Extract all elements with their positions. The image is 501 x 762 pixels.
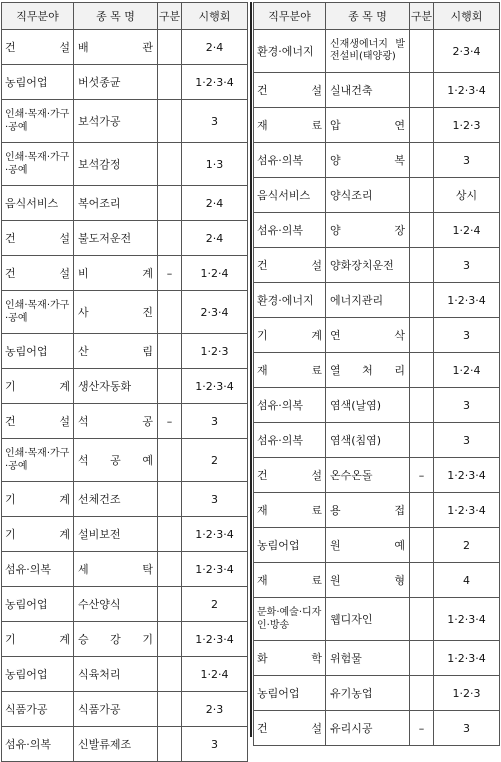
frequency-cell: 3	[434, 248, 500, 283]
job-table-left	[1, 2, 248, 762]
division-cell	[158, 552, 182, 587]
item-cell: 신발류제조	[74, 727, 158, 762]
item-cell: 석 공 예	[74, 439, 158, 482]
table-row	[2, 100, 248, 143]
field-cell: 식품가공	[2, 692, 74, 727]
field-cell: 농림어업	[2, 657, 74, 692]
field-cell: 섬유·의복	[254, 423, 326, 458]
table-row	[254, 388, 500, 423]
division-cell	[158, 334, 182, 369]
header-division: 구분	[410, 3, 434, 30]
item-cell: 유리시공	[326, 711, 410, 746]
item-cell: 원 형	[326, 563, 410, 598]
table-row	[254, 108, 500, 143]
frequency-cell: 2·3	[182, 692, 248, 727]
frequency-cell: 상시	[434, 178, 500, 213]
item-cell: 보석감정	[74, 143, 158, 186]
table-row	[254, 73, 500, 108]
division-cell	[158, 587, 182, 622]
item-cell: 양 장	[326, 213, 410, 248]
division-cell	[158, 657, 182, 692]
table-row	[2, 439, 248, 482]
division-cell	[158, 100, 182, 143]
item-cell: 선체건조	[74, 482, 158, 517]
table-row	[254, 283, 500, 318]
division-cell	[158, 221, 182, 256]
frequency-cell: 3	[434, 388, 500, 423]
division-cell	[158, 517, 182, 552]
field-cell: 섬유·의복	[254, 143, 326, 178]
frequency-cell: 1·2·3·4	[434, 641, 500, 676]
item-cell: 식품가공	[74, 692, 158, 727]
frequency-cell: 3	[182, 482, 248, 517]
item-cell: 불도저운전	[74, 221, 158, 256]
item-cell: 원 예	[326, 528, 410, 563]
division-cell: –	[158, 404, 182, 439]
item-cell: 승 강 기	[74, 622, 158, 657]
field-cell: 기 계	[2, 622, 74, 657]
item-cell: 설비보전	[74, 517, 158, 552]
division-cell	[158, 65, 182, 100]
frequency-cell: 1·2·3·4	[182, 65, 248, 100]
division-cell	[410, 283, 434, 318]
division-cell	[410, 641, 434, 676]
table-row	[254, 598, 500, 641]
division-cell	[158, 369, 182, 404]
division-cell	[410, 493, 434, 528]
item-cell: 신재생에너지 발전설비(태양광)	[326, 30, 410, 73]
field-cell: 기 계	[2, 482, 74, 517]
frequency-cell: 3	[434, 318, 500, 353]
field-cell: 건 설	[254, 458, 326, 493]
table-row	[254, 178, 500, 213]
frequency-cell: 1·2·3·4	[434, 73, 500, 108]
field-cell: 섬유·의복	[254, 388, 326, 423]
item-cell: 사 진	[74, 291, 158, 334]
frequency-cell: 1·3	[182, 143, 248, 186]
frequency-cell: 3	[182, 100, 248, 143]
division-cell	[410, 178, 434, 213]
frequency-cell: 3	[434, 711, 500, 746]
division-cell	[158, 482, 182, 517]
header-division: 구분	[158, 3, 182, 30]
field-cell: 재 료	[254, 108, 326, 143]
table-row	[254, 423, 500, 458]
table-row	[254, 30, 500, 73]
table-row	[2, 221, 248, 256]
division-cell	[158, 30, 182, 65]
table-row	[2, 404, 248, 439]
table-row	[254, 641, 500, 676]
header-item: 종 목 명	[326, 3, 410, 30]
column-divider	[250, 2, 252, 737]
field-cell: 재 료	[254, 563, 326, 598]
division-cell	[158, 186, 182, 221]
job-table-right	[253, 2, 500, 746]
field-cell: 섬유·의복	[2, 727, 74, 762]
field-cell: 건 설	[2, 221, 74, 256]
field-cell: 재 료	[254, 353, 326, 388]
frequency-cell: 2	[182, 587, 248, 622]
field-cell: 환경·에너지	[254, 283, 326, 318]
item-cell: 생산자동화	[74, 369, 158, 404]
table-row	[2, 291, 248, 334]
frequency-cell: 3	[434, 423, 500, 458]
table-row	[2, 587, 248, 622]
item-cell: 양화장치운전	[326, 248, 410, 283]
item-cell: 수산양식	[74, 587, 158, 622]
field-cell: 농림어업	[2, 587, 74, 622]
division-cell	[410, 563, 434, 598]
division-cell	[410, 108, 434, 143]
table-row	[2, 622, 248, 657]
table-row	[2, 186, 248, 221]
field-cell: 기 계	[254, 318, 326, 353]
division-cell	[410, 73, 434, 108]
table-row	[2, 65, 248, 100]
frequency-cell: 1·2·3·4	[434, 598, 500, 641]
division-cell	[158, 291, 182, 334]
frequency-cell: 2·4	[182, 186, 248, 221]
table-row	[254, 248, 500, 283]
division-cell: –	[410, 711, 434, 746]
table-row	[254, 676, 500, 711]
frequency-cell: 1·2·3·4	[434, 458, 500, 493]
frequency-cell: 1·2·4	[434, 353, 500, 388]
header-frequency: 시행회	[434, 3, 500, 30]
frequency-cell: 2	[182, 439, 248, 482]
item-cell: 실내건축	[326, 73, 410, 108]
table-row	[254, 353, 500, 388]
item-cell: 웹디자인	[326, 598, 410, 641]
field-cell: 건 설	[2, 30, 74, 65]
table-row	[2, 482, 248, 517]
table-row	[2, 30, 248, 65]
frequency-cell: 2·3·4	[182, 291, 248, 334]
field-cell: 재 료	[254, 493, 326, 528]
header-field: 직무분야	[2, 3, 74, 30]
division-cell	[410, 676, 434, 711]
item-cell: 복어조리	[74, 186, 158, 221]
division-cell	[158, 692, 182, 727]
table-row	[2, 369, 248, 404]
item-cell: 보석가공	[74, 100, 158, 143]
item-cell: 버섯종균	[74, 65, 158, 100]
table-row	[254, 213, 500, 248]
frequency-cell: 1·2·4	[182, 256, 248, 291]
frequency-cell: 1·2·3·4	[182, 517, 248, 552]
table-row	[254, 318, 500, 353]
field-cell: 농림어업	[254, 676, 326, 711]
field-cell: 인쇄·목재·가구·공예	[2, 291, 74, 334]
division-cell	[410, 353, 434, 388]
division-cell	[410, 30, 434, 73]
field-cell: 기 계	[2, 517, 74, 552]
item-cell: 연 삭	[326, 318, 410, 353]
field-cell: 농림어업	[2, 334, 74, 369]
table-row	[2, 692, 248, 727]
item-cell: 배 관	[74, 30, 158, 65]
frequency-cell: 2	[434, 528, 500, 563]
frequency-cell: 1·2·3	[434, 108, 500, 143]
item-cell: 세 탁	[74, 552, 158, 587]
field-cell: 건 설	[254, 711, 326, 746]
frequency-cell: 3	[434, 143, 500, 178]
header-frequency: 시행회	[182, 3, 248, 30]
item-cell: 열 처 리	[326, 353, 410, 388]
field-cell: 농림어업	[254, 528, 326, 563]
division-cell	[410, 248, 434, 283]
division-cell	[410, 143, 434, 178]
item-cell: 염색(침염)	[326, 423, 410, 458]
item-cell: 에너지관리	[326, 283, 410, 318]
field-cell: 인쇄·목재·가구·공예	[2, 439, 74, 482]
field-cell: 인쇄·목재·가구·공예	[2, 100, 74, 143]
frequency-cell: 1·2·3·4	[182, 552, 248, 587]
item-cell: 비 계	[74, 256, 158, 291]
division-cell	[158, 727, 182, 762]
division-cell: –	[410, 458, 434, 493]
division-cell	[410, 598, 434, 641]
table-row	[2, 727, 248, 762]
table-row	[2, 657, 248, 692]
table-row	[2, 517, 248, 552]
table-row	[254, 528, 500, 563]
frequency-cell: 4	[434, 563, 500, 598]
field-cell: 환경·에너지	[254, 30, 326, 73]
field-cell: 건 설	[2, 256, 74, 291]
frequency-cell: 2·3·4	[434, 30, 500, 73]
table-row	[254, 493, 500, 528]
item-cell: 염색(날염)	[326, 388, 410, 423]
frequency-cell: 1·2·3	[182, 334, 248, 369]
frequency-cell: 1·2·3·4	[434, 493, 500, 528]
header-item: 종 목 명	[74, 3, 158, 30]
table-row	[2, 334, 248, 369]
field-cell: 음식서비스	[254, 178, 326, 213]
item-cell: 식육처리	[74, 657, 158, 692]
field-cell: 기 계	[2, 369, 74, 404]
division-cell	[410, 388, 434, 423]
field-cell: 건 설	[254, 73, 326, 108]
item-cell: 양 복	[326, 143, 410, 178]
field-cell: 화 학	[254, 641, 326, 676]
field-cell: 건 설	[2, 404, 74, 439]
item-cell: 석 공	[74, 404, 158, 439]
item-cell: 양식조리	[326, 178, 410, 213]
table-row	[254, 563, 500, 598]
division-cell	[410, 528, 434, 563]
division-cell	[158, 439, 182, 482]
field-cell: 건 설	[254, 248, 326, 283]
item-cell: 용 접	[326, 493, 410, 528]
frequency-cell: 1·2·3·4	[182, 622, 248, 657]
field-cell: 농림어업	[2, 65, 74, 100]
frequency-cell: 1·2·4	[182, 657, 248, 692]
table-row	[2, 256, 248, 291]
table-row	[2, 143, 248, 186]
field-cell: 인쇄·목재·가구·공예	[2, 143, 74, 186]
field-cell: 문화·예술·디자인·방송	[254, 598, 326, 641]
frequency-cell: 2·4	[182, 221, 248, 256]
table-row	[254, 458, 500, 493]
header-field: 직무분야	[254, 3, 326, 30]
item-cell: 산 림	[74, 334, 158, 369]
item-cell: 유기농업	[326, 676, 410, 711]
frequency-cell: 2·4	[182, 30, 248, 65]
division-cell	[410, 423, 434, 458]
division-cell	[158, 622, 182, 657]
frequency-cell: 3	[182, 727, 248, 762]
table-row	[254, 143, 500, 178]
table-row	[254, 711, 500, 746]
item-cell: 위험물	[326, 641, 410, 676]
division-cell: –	[158, 256, 182, 291]
item-cell: 온수온돌	[326, 458, 410, 493]
frequency-cell: 1·2·3	[434, 676, 500, 711]
frequency-cell: 1·2·3·4	[434, 283, 500, 318]
division-cell	[158, 143, 182, 186]
division-cell	[410, 213, 434, 248]
field-cell: 섬유·의복	[2, 552, 74, 587]
field-cell: 섬유·의복	[254, 213, 326, 248]
frequency-cell: 3	[182, 404, 248, 439]
table-row	[2, 552, 248, 587]
division-cell	[410, 318, 434, 353]
item-cell: 압 연	[326, 108, 410, 143]
frequency-cell: 1·2·4	[434, 213, 500, 248]
frequency-cell: 1·2·3·4	[182, 369, 248, 404]
field-cell: 음식서비스	[2, 186, 74, 221]
